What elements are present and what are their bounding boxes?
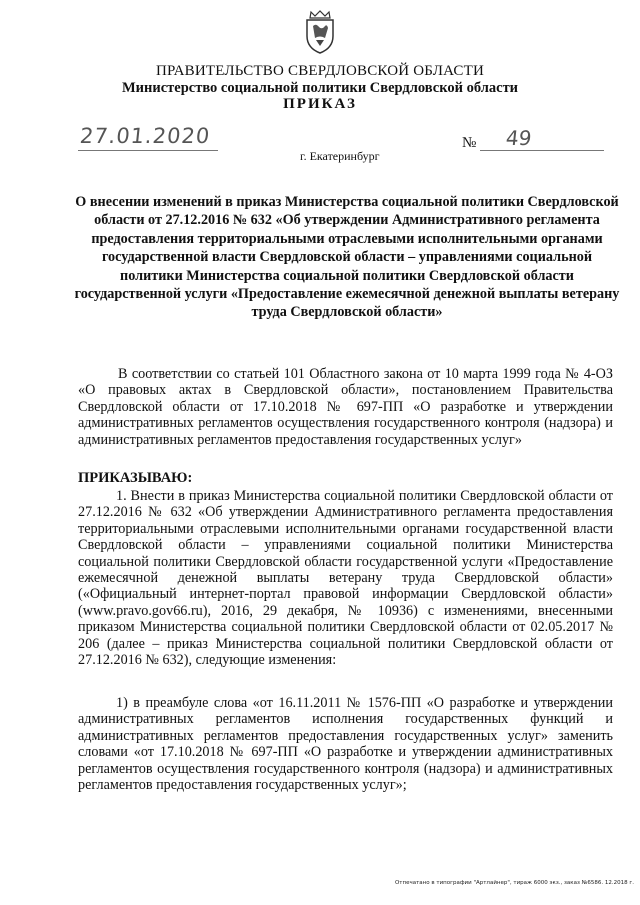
city-label: г. Екатеринбург xyxy=(300,149,380,163)
intro-paragraph: В соответствии со статьей 101 Областного закона от 10 марта 1999 года № 4-ОЗ «О правовых актах в Свердловской области», постановлением Правительства Свердловской области от 17.10.2018 № 697-ПП «О разработке и утверждении административных регламентов осуществления государственного контроля (надзора) и административных регламентов предоставления государственных услуг» xyxy=(78,366,613,448)
prikazyvayu-heading: ПРИКАЗЫВАЮ: xyxy=(78,470,193,486)
order-title: О внесении изменений в приказ Министерства социальной политики Свердловской области от 27.12.2016 № 632 «Об утверждении Административного регламента предоставления территориальными отраслевыми исполнительными органами государственной власти Свердловской области – управлениями социальной политики Министерства социальной политики Свердловской области государственной услуги «Предоставление ежемесячной денежной выплаты ветерану труда Свердловской области» xyxy=(74,194,620,321)
item-1-paragraph: 1. Внести в приказ Министерства социальной политики Свердловской области от 27.12.2016 № 632 «Об утверждении Административного регламента предоставления территориальными отраслевыми исполнительными органами государственной власти Свердловской области – управлениями социальной политики Министерства социальной политики Свердловской области государственной услуги «Предоставление ежемесячной денежной выплаты ветерану труда Свердловской области» («Официальный интернет-портал правовой информации Свердловской области» (www.pravo.gov66.ru), 2016, 29 декабря, № 10936) с изменениями, внесенными приказом Министерства социальной политики Свердловской области от 02.05.2017 № 206 (далее – приказ Министерства социальной политики Свердловской области от 27.12.2016 № 632), следующие изменения: xyxy=(78,488,613,669)
number-sign: № xyxy=(462,135,477,151)
handwritten-number: 49 xyxy=(504,126,533,150)
number-underline xyxy=(480,150,604,151)
date-underline xyxy=(78,150,218,151)
handwritten-date: 27.01.2020 xyxy=(78,124,212,148)
coat-of-arms-icon xyxy=(303,8,337,54)
item-1-1-paragraph: 1) в преамбуле слова «от 16.11.2011 № 1576-ПП «О разработке и утверждении административных регламентов исполнения государственных функций и административных регламентов предоставления государственных услуг» заменить словами «от 17.10.2018 № 697-ПП «О разработке и утверждении административных регламентов осуществления государственного контроля (надзора) и административных регламентов предоставления государственных услуг»; xyxy=(78,695,613,794)
print-footer: Отпечатано в типографии "Артлайнер", тираж 6000 экз., заказ №6586. 12.2018 г. xyxy=(394,880,634,886)
ministry-title: Министерство социальной политики Свердловской области xyxy=(121,80,519,96)
government-title: ПРАВИТЕЛЬСТВО СВЕРДЛОВСКОЙ ОБЛАСТИ xyxy=(155,63,485,79)
document-type: ПРИКАЗ xyxy=(283,96,357,112)
